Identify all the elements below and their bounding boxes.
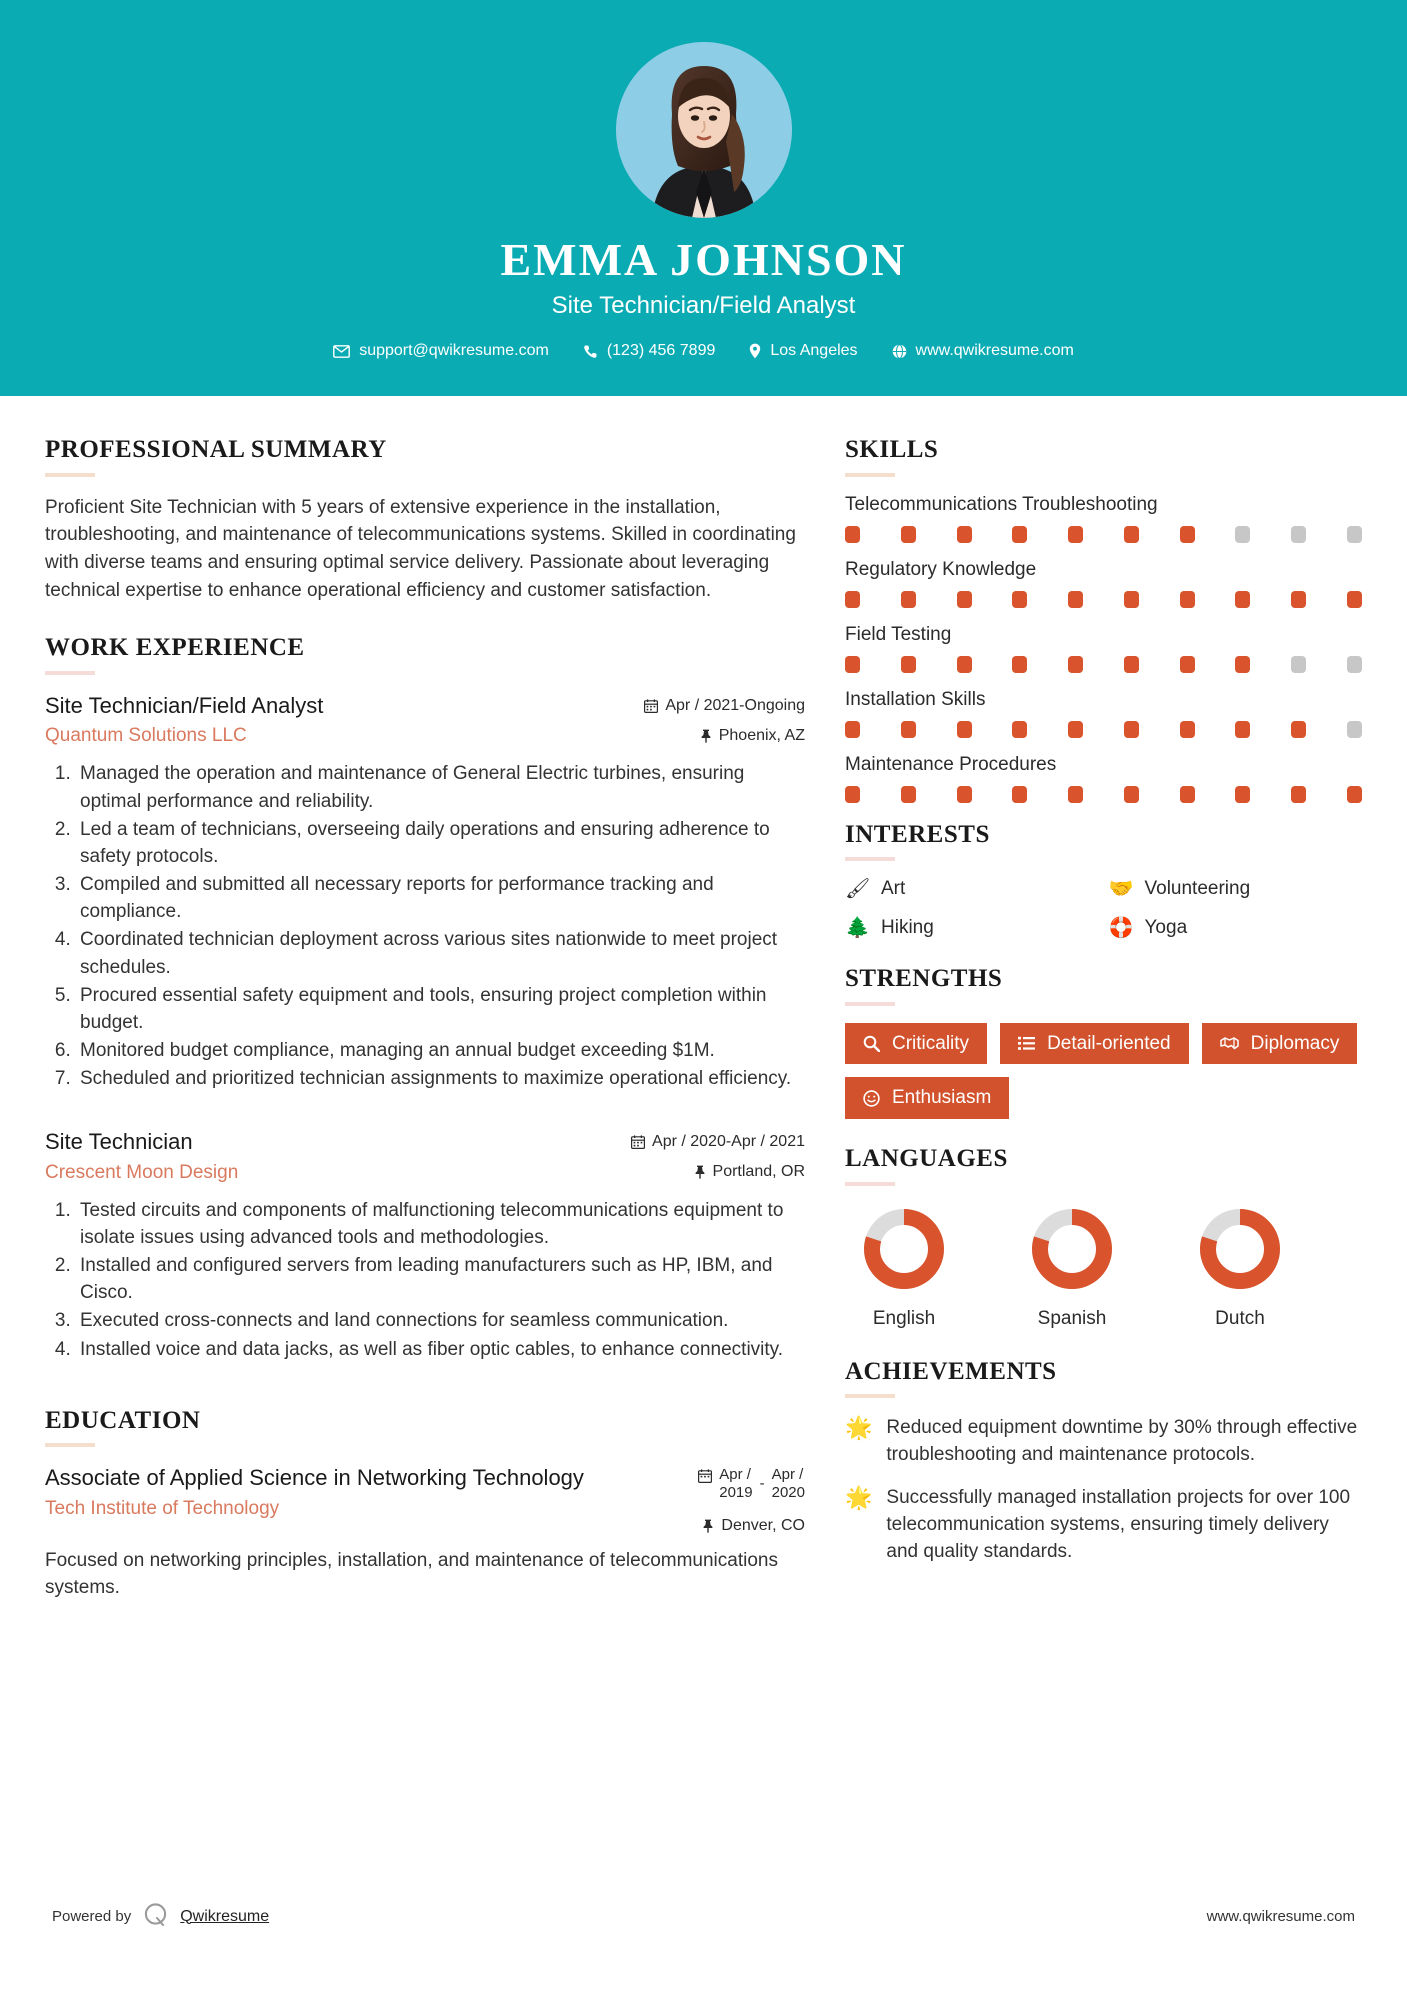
language-donut-chart [858, 1203, 950, 1295]
qwikresume-link[interactable]: Qwikresume [180, 1907, 270, 1925]
right-column [845, 436, 1362, 1582]
interest-label: Yoga [1144, 917, 1188, 938]
interest-item [1109, 917, 1363, 939]
skill-dot-filled [1068, 591, 1083, 608]
education-end-year: 2020 [771, 1483, 805, 1501]
education-start-month: Apr / [719, 1466, 751, 1484]
education-dates [698, 1466, 805, 1501]
list-item: 5. Procured essential safety equipment and tools, ensuring project completion within budget. [76, 982, 805, 1036]
skill-dot-filled [957, 721, 972, 738]
skill-dot-filled [1068, 526, 1083, 543]
strength-chip-diplomacy[interactable] [1202, 1023, 1358, 1065]
contact-location[interactable] [749, 342, 857, 360]
language-item [1181, 1203, 1299, 1330]
section-achievements [845, 1358, 1362, 1566]
education-location [698, 1517, 805, 1535]
section-professional-summary [45, 436, 805, 604]
achievement-item [845, 1415, 1362, 1469]
date-range-dash: - [759, 1474, 765, 1492]
skill-dot-filled [1180, 656, 1195, 673]
lifebuoy-icon: 🛟 [1108, 917, 1134, 939]
work-entry [45, 692, 805, 1092]
achievement-text: Reduced equipment downtime by 30% through effective troubleshooting and maintenance protocols. [886, 1417, 1358, 1466]
education-entry [45, 1464, 805, 1601]
job-location [631, 1163, 805, 1181]
globe-icon [892, 344, 907, 359]
skill-dot-filled [901, 721, 916, 738]
skill-dot-filled [1180, 786, 1195, 803]
job-dates-text: Apr / 2021-Ongoing [665, 696, 805, 714]
education-description: Focused on networking principles, installation, and maintenance of telecommunications systems. [45, 1549, 778, 1598]
skill-dot-filled [1291, 591, 1306, 608]
skill-dot-empty [1235, 526, 1250, 543]
skill-label: Installation Skills [845, 688, 986, 710]
skill-block [845, 559, 1362, 608]
job-role: Site Technician/Field Analyst [45, 692, 324, 718]
job-dates [644, 697, 805, 715]
job-dates-text: Apr / 2020-Apr / 2021 [652, 1133, 805, 1151]
phone-icon [583, 344, 598, 359]
powered-by-label: Powered by [52, 1908, 132, 1925]
section-strengths [845, 965, 1362, 1119]
skill-dot-filled [845, 721, 860, 738]
resume-header [0, 0, 1407, 396]
strength-label: Detail-oriented [1047, 1032, 1171, 1054]
skill-dot-filled [957, 786, 972, 803]
contact-location-text: Los Angeles [770, 342, 858, 360]
skill-dot-filled [1180, 591, 1195, 608]
skill-dot-filled [957, 591, 972, 608]
education-start-year: 2019 [719, 1483, 753, 1501]
achievement-text: Successfully managed installation projects for over 100 telecommunication systems, ensuring timely delivery and quality standards. [886, 1487, 1351, 1563]
interest-item [845, 917, 1099, 939]
language-donut-chart [1026, 1203, 1118, 1295]
skill-dot-filled [957, 526, 972, 543]
skill-dot-empty [1347, 721, 1362, 738]
language-label: English [872, 1307, 936, 1329]
strengths-list [845, 1023, 1362, 1120]
section-divider [845, 857, 895, 861]
skill-dot-filled [1347, 591, 1362, 608]
list-item: 3. Executed cross-connects and land connections for seamless communication. [76, 1307, 805, 1334]
list-item: 6. Monitored budget compliance, managing an annual budget exceeding $1M. [76, 1037, 805, 1064]
contact-email-text: support@qwikresume.com [359, 342, 549, 360]
skill-dot-filled [1012, 721, 1027, 738]
section-divider [45, 1443, 95, 1447]
page-title: EMMA JOHNSON [500, 234, 907, 285]
summary-heading: PROFESSIONAL SUMMARY [45, 436, 387, 463]
contact-website[interactable] [892, 342, 1074, 360]
achievement-item [845, 1485, 1362, 1566]
skill-dot-filled [1124, 721, 1139, 738]
school-name: Tech Institute of Technology [45, 1497, 280, 1519]
job-role: Site Technician [45, 1129, 193, 1155]
skill-dot-filled [1124, 591, 1139, 608]
skill-dot-filled [845, 526, 860, 543]
calendar-icon [644, 699, 658, 713]
footer-url: www.qwikresume.com [1206, 1908, 1355, 1925]
education-end-month: Apr / [771, 1466, 804, 1484]
skill-label: Telecommunications Troubleshooting [845, 493, 1158, 515]
skill-dot-filled [1012, 656, 1027, 673]
skill-rating [845, 786, 1362, 803]
list-item: 3. Compiled and submitted all necessary reports for performance tracking and compliance. [76, 871, 805, 925]
section-work-experience [45, 634, 805, 1362]
skill-dot-filled [1068, 786, 1083, 803]
strength-chip-detail-oriented[interactable] [1000, 1023, 1189, 1065]
strength-label: Diplomacy [1250, 1032, 1340, 1054]
skill-label: Regulatory Knowledge [845, 558, 1037, 580]
languages-heading: LANGUAGES [845, 1145, 1008, 1173]
summary-text: Proficient Site Technician with 5 years of extensive experience in the installation, troubleshooting, and maintenance of telecommunications systems. Skilled in coordinating with diverse teams and ensuring optimal service delivery. Passionate about leveraging technical expertise to enhance operational efficiency and customer satisfaction. [45, 496, 796, 601]
strengths-heading: STRENGTHS [845, 965, 1003, 992]
skill-rating [845, 526, 1362, 543]
qwikresume-logo-icon [142, 1901, 169, 1932]
languages-list [845, 1203, 1362, 1330]
skill-dot-filled [901, 526, 916, 543]
skill-block [845, 754, 1362, 803]
language-item [845, 1203, 963, 1330]
section-divider [845, 1002, 895, 1006]
skill-dot-filled [1235, 721, 1250, 738]
avatar [616, 42, 792, 218]
skill-dot-filled [845, 591, 860, 608]
list-item: 2. Installed and configured servers from leading manufacturers such as HP, IBM, and Cisco. [76, 1252, 805, 1306]
job-location [644, 727, 805, 745]
map-pin-icon [749, 343, 761, 359]
skill-block [845, 494, 1362, 543]
left-column [45, 436, 805, 1609]
skill-dot-empty [1291, 526, 1306, 543]
job-company: Crescent Moon Design [45, 1161, 239, 1183]
skill-dot-filled [1180, 526, 1195, 543]
degree-title: Associate of Applied Science in Networking Technology [45, 1465, 584, 1491]
education-end-date [772, 1466, 805, 1501]
job-bullets [45, 760, 805, 1092]
skill-dot-filled [1235, 591, 1250, 608]
skill-dot-filled [1291, 721, 1306, 738]
section-divider [845, 1394, 895, 1398]
skill-rating [845, 656, 1362, 673]
envelope-icon [333, 345, 350, 358]
contact-email[interactable] [333, 342, 549, 360]
resume-body [0, 396, 1407, 1609]
achievements-heading: ACHIEVEMENTS [845, 1357, 1057, 1385]
interests-grid [845, 878, 1362, 939]
shooting-star-icon: 🌟 [845, 1485, 873, 1511]
strength-chip-enthusiasm[interactable] [845, 1077, 1009, 1119]
paintbrush-icon: 🖌 [845, 878, 871, 900]
contact-bar [0, 342, 1407, 360]
list-item: 4. Coordinated technician deployment across various sites nationwide to meet project schedules. [76, 926, 805, 980]
contact-phone-text: (123) 456 7899 [606, 342, 716, 360]
interest-item [1109, 878, 1363, 900]
job-company: Quantum Solutions LLC [45, 725, 247, 747]
job-location-text: Phoenix, AZ [718, 726, 805, 744]
list-item: 1. Managed the operation and maintenance of General Electric turbines, ensuring optimal performance and reliability. [76, 760, 805, 814]
skill-dot-filled [901, 591, 916, 608]
skill-dot-filled [1180, 721, 1195, 738]
evergreen-tree-icon: 🌲 [845, 917, 870, 939]
skill-dot-filled [1124, 656, 1139, 673]
contact-website-text: www.qwikresume.com [915, 342, 1074, 360]
skill-dot-filled [845, 786, 860, 803]
skill-dot-filled [1235, 656, 1250, 673]
work-heading: WORK EXPERIENCE [45, 634, 305, 662]
section-education [45, 1407, 805, 1601]
powered-by [52, 1901, 269, 1932]
skill-dot-empty [1347, 526, 1362, 543]
education-heading: EDUCATION [45, 1406, 201, 1434]
pushpin-icon [694, 1165, 706, 1179]
handshake-icon [1220, 1036, 1239, 1051]
list-item: 4. Installed voice and data jacks, as well as fiber optic cables, to enhance connectivity. [76, 1336, 805, 1363]
language-label: Spanish [1037, 1307, 1107, 1329]
magnifier-icon [863, 1035, 880, 1052]
page-footer [0, 1901, 1407, 1932]
job-bullets [45, 1197, 805, 1363]
skill-dot-filled [1068, 721, 1083, 738]
section-languages [845, 1145, 1362, 1330]
skill-dot-filled [1012, 526, 1027, 543]
job-dates [631, 1133, 805, 1151]
interests-heading: INTERESTS [845, 820, 990, 848]
skill-label: Maintenance Procedures [845, 753, 1057, 775]
skill-dot-filled [1124, 786, 1139, 803]
language-donut-chart [1194, 1203, 1286, 1295]
skill-dot-filled [1012, 786, 1027, 803]
section-divider [845, 473, 895, 477]
skill-dot-filled [1068, 656, 1083, 673]
list-item: 7. Scheduled and prioritized technician assignments to maximize operational efficiency. [76, 1065, 805, 1092]
skill-dot-filled [957, 656, 972, 673]
job-location-text: Portland, OR [712, 1163, 805, 1181]
section-divider [45, 473, 95, 477]
work-entry [45, 1128, 805, 1362]
section-skills [845, 436, 1362, 803]
list-item: 2. Led a team of technicians, overseeing daily operations and ensuring adherence to safety protocols. [76, 816, 805, 870]
handshake-icon: 🤝 [1108, 878, 1134, 900]
language-label: Dutch [1215, 1307, 1265, 1329]
skill-dot-filled [901, 786, 916, 803]
education-start-date [719, 1466, 752, 1501]
strength-label: Enthusiasm [892, 1087, 992, 1109]
avatar-photo [616, 42, 792, 218]
skill-dot-filled [1235, 786, 1250, 803]
list-item: 1. Tested circuits and components of malfunctioning telecommunications equipment to isolate issues using advanced tools and methodologies. [76, 1197, 805, 1251]
interest-label: Hiking [881, 917, 934, 938]
calendar-icon [698, 1466, 712, 1487]
list-icon [1018, 1036, 1035, 1051]
skill-dot-filled [1124, 526, 1139, 543]
skill-rating [845, 591, 1362, 608]
education-location-text: Denver, CO [721, 1516, 805, 1534]
interest-label: Art [881, 878, 906, 899]
calendar-icon [631, 1135, 645, 1149]
skills-list [845, 494, 1362, 803]
shooting-star-icon: 🌟 [845, 1415, 873, 1441]
skill-dot-filled [1347, 786, 1362, 803]
interest-item [845, 878, 1099, 900]
skill-dot-filled [901, 656, 916, 673]
language-item [1013, 1203, 1131, 1330]
skill-dot-empty [1347, 656, 1362, 673]
section-divider [845, 1182, 895, 1186]
skill-dot-empty [1291, 656, 1306, 673]
skill-dot-filled [1291, 786, 1306, 803]
section-interests [845, 821, 1362, 940]
section-divider [45, 671, 95, 675]
job-title: Site Technician/Field Analyst [551, 292, 856, 320]
skill-block [845, 624, 1362, 673]
skill-dot-filled [845, 656, 860, 673]
skill-block [845, 689, 1362, 738]
smiley-icon [863, 1090, 880, 1107]
pushpin-icon [702, 1519, 714, 1533]
contact-phone[interactable] [583, 342, 716, 360]
skill-label: Field Testing [845, 623, 952, 645]
interest-label: Volunteering [1144, 878, 1251, 899]
skills-heading: SKILLS [845, 436, 939, 463]
strength-label: Criticality [892, 1032, 970, 1054]
skill-rating [845, 721, 1362, 738]
pushpin-icon [700, 729, 712, 743]
strength-chip-criticality[interactable] [845, 1023, 987, 1065]
skill-dot-filled [1012, 591, 1027, 608]
